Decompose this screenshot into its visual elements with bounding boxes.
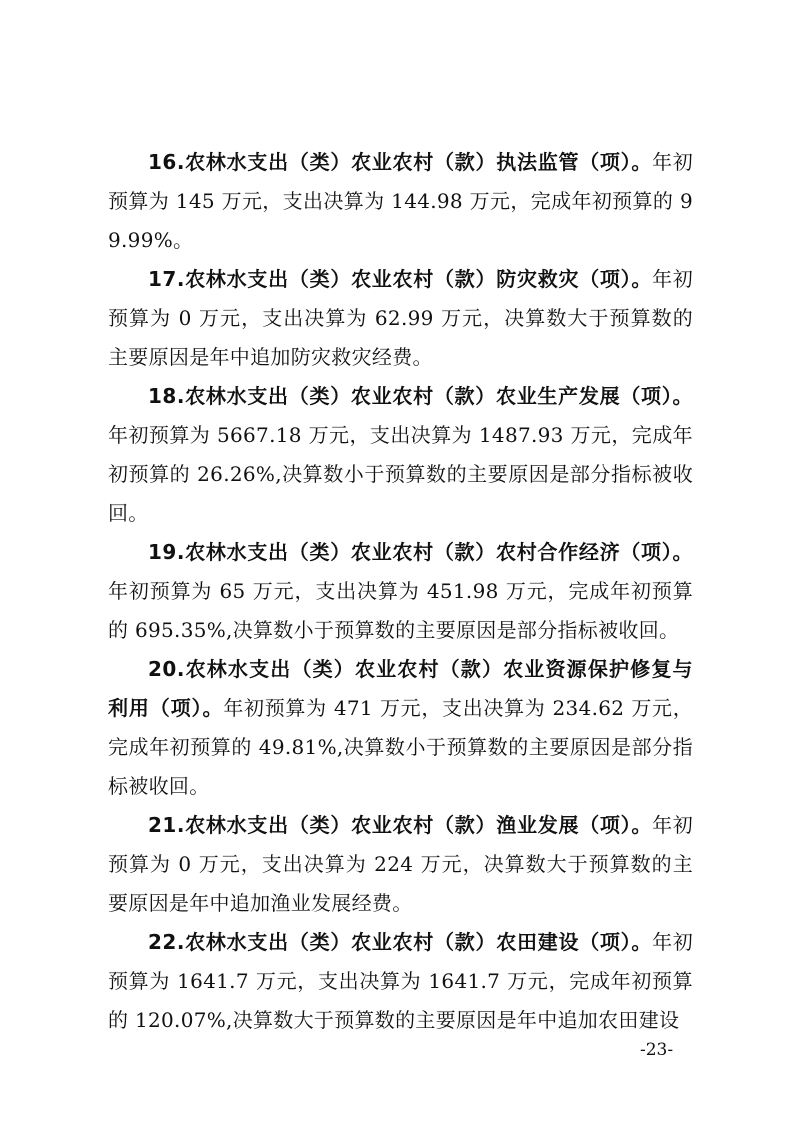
paragraph-text: 年初预算为 5667.18 万元，支出决算为 1487.93 万元，完成年初预算的 26.26%,决算数小于预算数的主要原因是部分指标被收回。 [108,423,693,525]
paragraph-22 [108,923,693,1040]
paragraph-heading: 22.农林水支出（类）农业农村（款）农田建设（项）。 [148,930,653,954]
paragraph-text: 年初预算为 1641.7 万元，支出决算为 1641.7 万元，完成年初预算的 120.07%,决算数大于预算数的主要原因是年中追加农田建设 [108,930,693,1032]
paragraph-text: 年初预算为 471 万元，支出决算为 234.62 万元，完成年初预算的 49.81%,决算数小于预算数的主要原因是部分指标被收回。 [108,696,694,798]
paragraph-16 [108,143,693,260]
paragraph-19 [108,533,693,650]
paragraph-text: 年初预算为 0 万元，支出决算为 62.99 万元，决算数大于预算数的主要原因是年中追加防灾救灾经费。 [108,267,693,369]
paragraph-heading: 17.农林水支出（类）农业农村（款）防灾救灾（项）。 [148,267,653,291]
paragraph-20 [108,650,693,806]
paragraph-heading: 19.农林水支出（类）农业农村（款）农村合作经济（项）。 [148,540,693,564]
paragraph-text: 年初预算为 145 万元，支出决算为 144.98 万元，完成年初预算的 99.99%。 [108,150,693,252]
document-body [108,143,693,1040]
paragraph-heading: 18.农林水支出（类）农业农村（款）农业生产发展（项）。 [148,384,693,408]
paragraph-text: 年初预算为 65 万元，支出决算为 451.98 万元，完成年初预算的 695.35%,决算数小于预算数的主要原因是部分指标被收回。 [108,579,693,642]
paragraph-18 [108,377,693,533]
paragraph-heading: 20.农林水支出（类）农业农村（款）农业资源保护修复与利用（项）。 [108,657,693,720]
paragraph-heading: 21.农林水支出（类）农业农村（款）渔业发展（项）。 [148,813,653,837]
paragraph-heading: 16.农林水支出（类）农业农村（款）执法监管（项）。 [148,150,653,174]
page-number: -23- [640,1040,674,1060]
paragraph-21 [108,806,693,923]
paragraph-text: 年初预算为 0 万元，支出决算为 224 万元，决算数大于预算数的主要原因是年中追加渔业发展经费。 [108,813,693,915]
paragraph-17 [108,260,693,377]
